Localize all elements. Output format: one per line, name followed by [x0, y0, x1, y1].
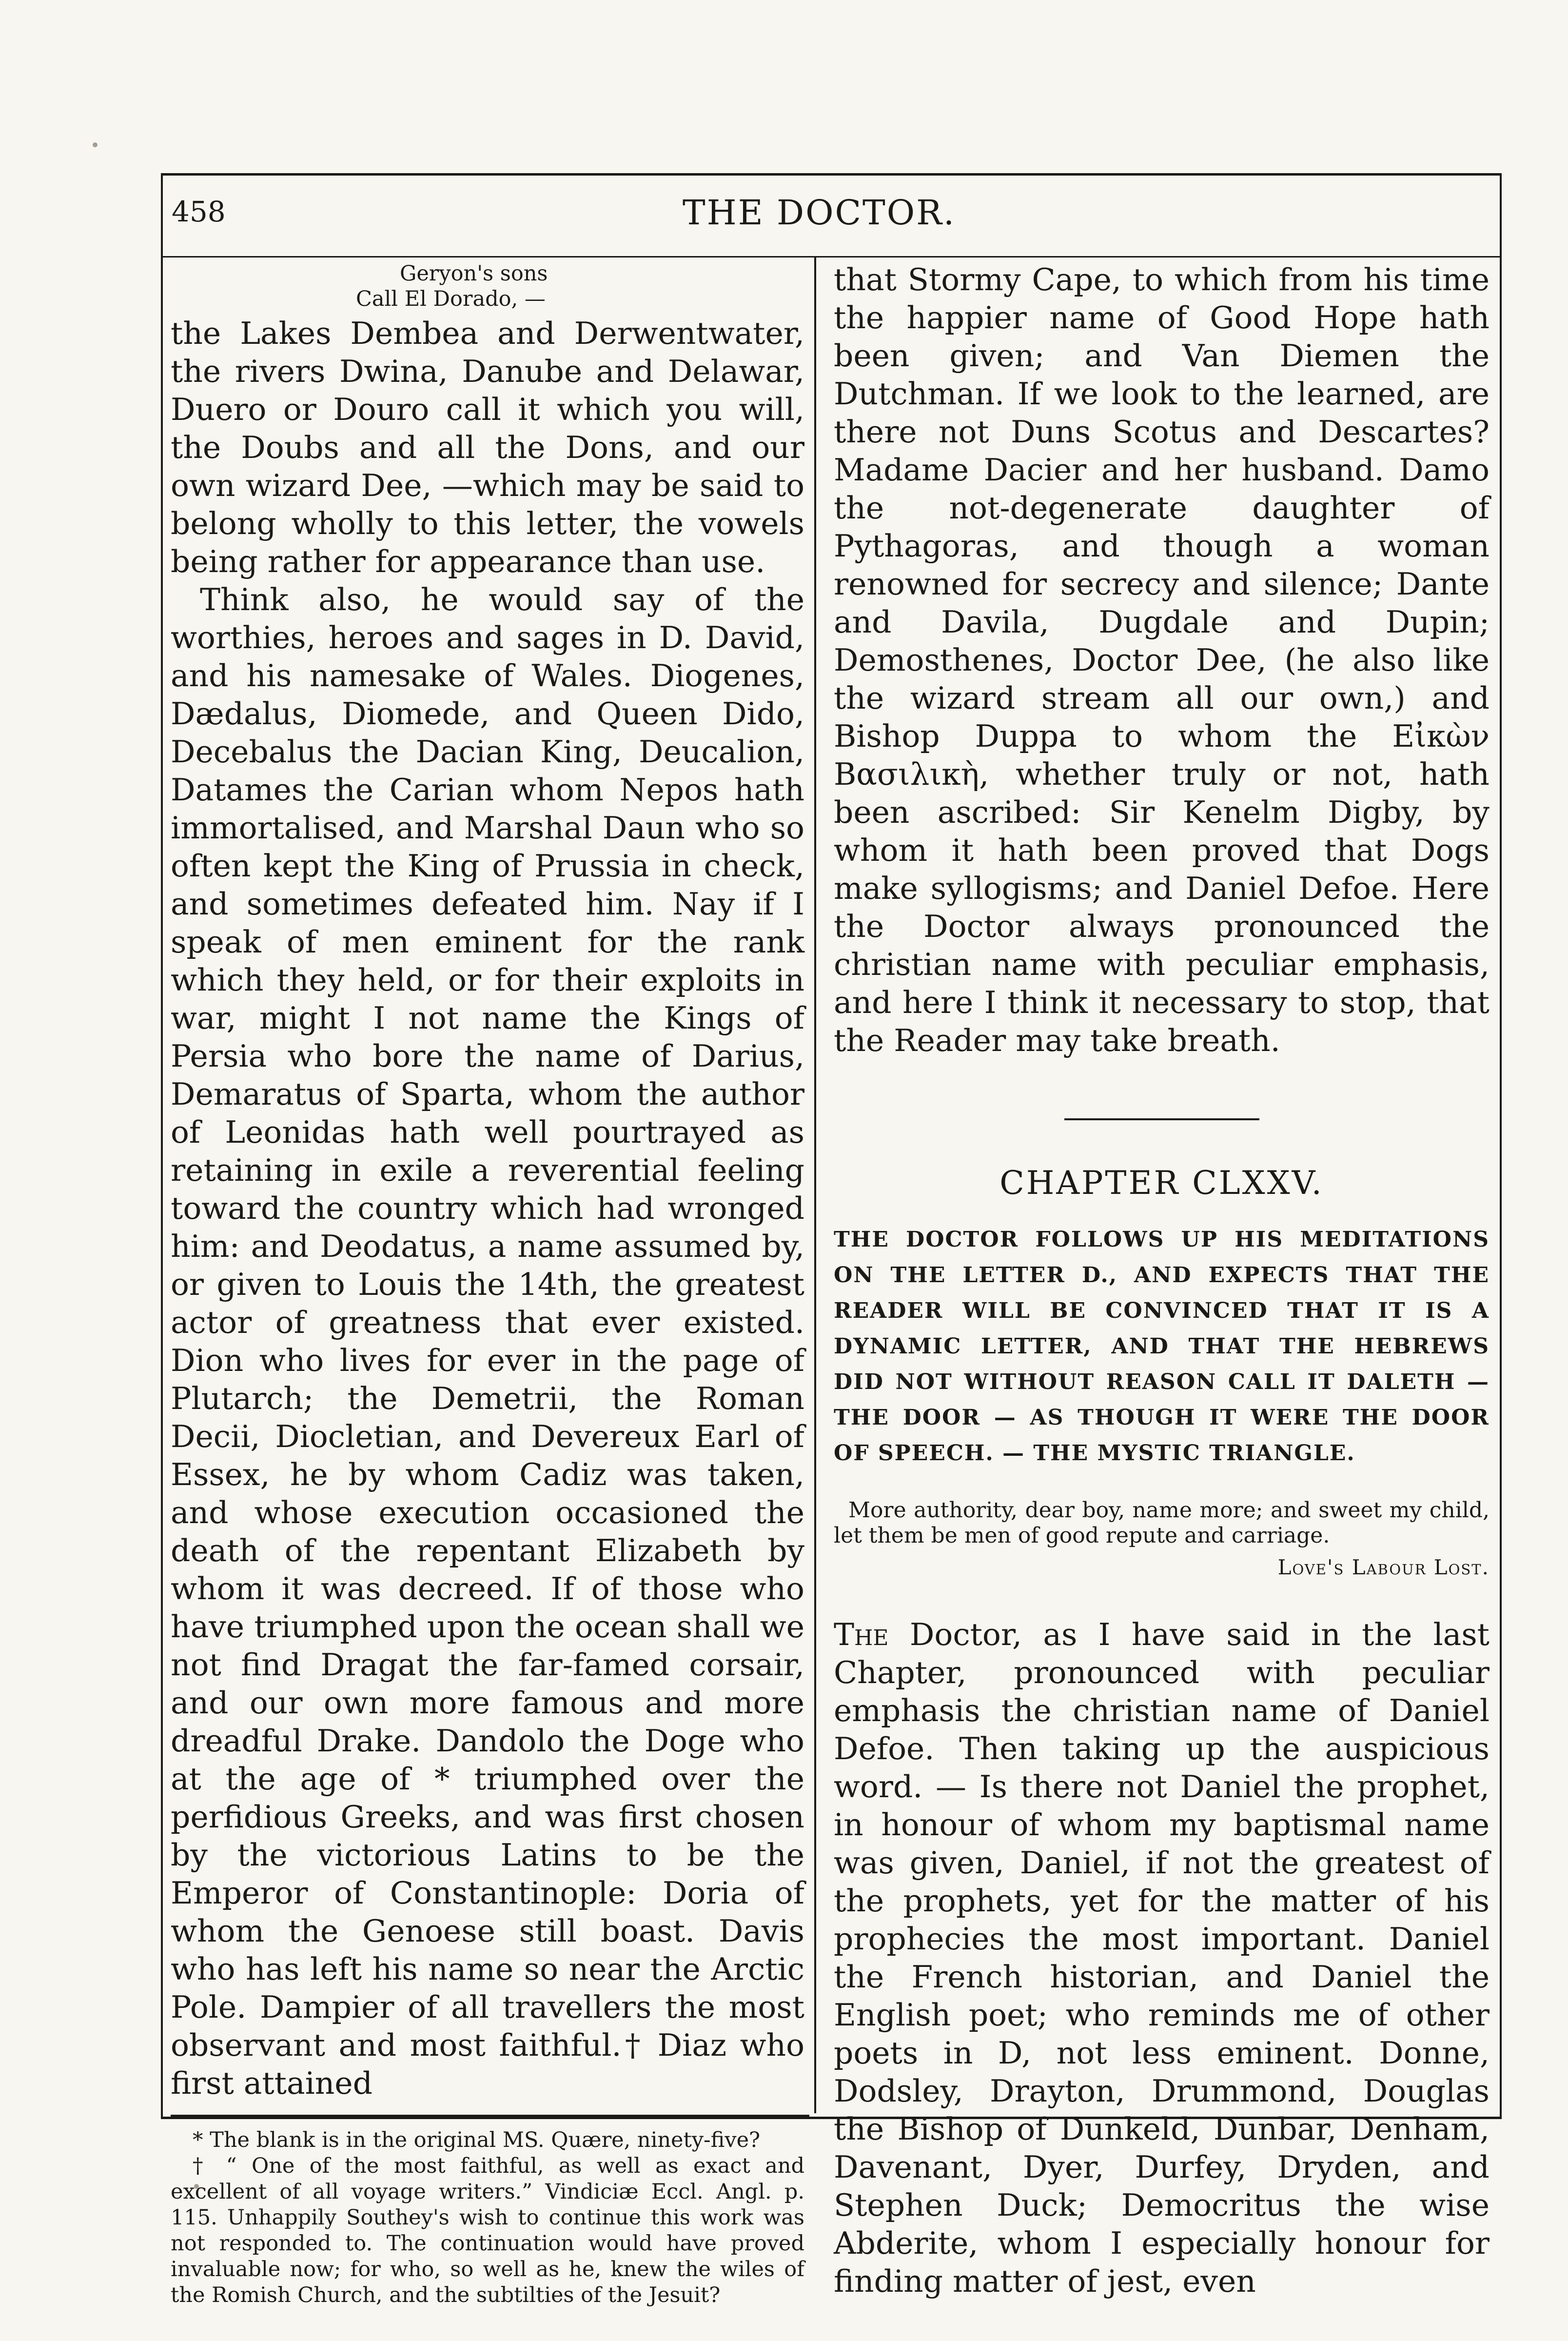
footnotes: [171, 2127, 804, 2308]
verse-quotation: [171, 261, 804, 312]
lead-word: The: [834, 1617, 889, 1652]
right-border: [1500, 173, 1502, 2118]
chapter-title: CHAPTER CLXXV.: [1000, 1164, 1324, 1202]
left-border: [161, 173, 163, 2118]
paragraph: [834, 1616, 1490, 2301]
chapter-argument: THE DOCTOR FOLLOWS UP HIS MEDITATIONS ON THE LETTER D., AND EXPECTS THAT THE READER WILL BE CONVINCED THAT IT IS A DYNAMIC LETTER, AND THAT THE HEBREWS DID NOT WITHOUT REASON CALL IT DALETH — THE DOOR — AS THOUGH IT WERE THE DOOR OF SPEECH. — THE MYSTIC TRIANGLE.: [834, 1227, 1490, 1466]
epigraph-source: Love's Labour Lost.: [1277, 1555, 1490, 1579]
chapter-rule: [1064, 1118, 1259, 1120]
paragraph: the Lakes Dembea and Derwentwater, the rivers Dwina, Danube and Delawar, Duero or Douro call it which you will, the Doubs and all the Dons, and our own wizard Dee, —which may be said to belong wholly to this letter, the vowels being rather for appearance than use.: [171, 316, 804, 579]
column-divider: [814, 257, 816, 2113]
left-column: [171, 261, 804, 2308]
scan-speck: [93, 142, 98, 147]
epigraph: More authority, dear boy, name more; and sweet my child, let them be men of good repute and carriage.: [834, 1498, 1490, 1548]
verse-line: Geryon's sons: [400, 261, 548, 286]
page-number: 458: [172, 195, 226, 228]
footnote: * The blank is in the original MS. Quære, ninety-five?: [193, 2128, 761, 2152]
footnote-rule: [171, 2115, 809, 2117]
running-head: THE DOCTOR.: [682, 193, 956, 233]
verse-line: Call El Dorado, —: [356, 287, 546, 311]
paragraph-text: Doctor, as I have said in the last Chapter, pronounced with peculiar emphasis the christian name of Daniel Defoe. Then taking up the auspicious word. — Is there not Daniel the prophet, in honour of whom my baptismal name was given, Daniel, if not the greatest of the prophets, yet for the matter of his prophecies the most important. Daniel the French historian, and Daniel the English poet; who reminds me of other poets in D, not less eminent. Donne, Dodsley, Drayton, Drummond, Douglas the Bishop of Dunkeld, Dunbar, Denham, Davenant, Dyer, Durfey, Dryden, and Stephen Duck; Democritus the wise Abderite, whom I especially honour for finding matter of jest, even: [834, 1617, 1490, 2299]
paragraph: that Stormy Cape, to which from his time the happier name of Good Hope hath been given; and Van Diemen the Dutchman. If we look to the learned, are there not Duns Scotus and Descartes? Madame Dacier and her husband. Damo the not-degenerate daughter of Pythagoras, and though a woman renowned for secrecy and silence; Dante and Davila, Dugdale and Dupin; Demosthenes, Doctor Dee, (he also like the wizard stream all our own,) and Bishop Duppa to whom the Εἰκὼν Βασιλικὴ, whether truly or not, hath been ascribed: Sir Kenelm Digby, by whom it hath been proved that Dogs make syllogisms; and Daniel Defoe. Here the Doctor always pronounced the christian name with peculiar emphasis, and here I think it necessary to stop, that the Reader may take breath.: [834, 262, 1490, 1058]
paragraph: Think also, he would say of the worthies, heroes and sages in D. David, and his namesake of Wales. Diogenes, Dædalus, Diomede, and Queen Dido, Decebalus the Dacian King, Deucalion, Datames the Carian whom Nepos hath immortalised, and Marshal Daun who so often kept the King of Prussia in check, and sometimes defeated him. Nay if I speak of men eminent for the rank which they held, or for their exploits in war, might I not name the Kings of Persia who bore the name of Darius, Demaratus of Sparta, whom the author of Leonidas hath well pourtrayed as retaining in exile a reverential feeling toward the country which had wronged him: and Deodatus, a name assumed by, or given to Louis the 14th, the greatest actor of greatness that ever existed. Dion who lives for ever in the page of Plutarch; the Demetrii, the Roman Decii, Diocletian, and Devereux Earl of Essex, he by whom Cadiz was taken, and whose execution occasioned the death of the repentant Elizabeth by whom it was decreed. If of those who have triumphed upon the ocean shall we not find Dragat the far-famed corsair, and our own more famous and more dreadful Drake. Dandolo the Doge who at the age of * triumphed over the perfidious Greeks, and was first chosen by the victorious Latins to be the Emperor of Constantinople: Doria of whom the Genoese still boast. Davis who has left his name so near the Arctic Pole. Dampier of all travellers the most observant and most faithful.† Diaz who first attained: [171, 582, 804, 2101]
page-frame: [161, 173, 1502, 2307]
right-column: [834, 261, 1490, 2301]
header-rule: [161, 256, 1502, 258]
top-rule: [161, 173, 1502, 176]
footnote: † “ One of the most faithful, as well as exact and excellent of all voyage writers.” Vindiciæ Eccl. Angl. p. 115. Unhappily Southey's wish to continue this work was not responded to. The continuation would have proved invaluable now; for who, so well as he, knew the wiles of the Romish Church, and the subtilties of the Jesuit?: [171, 2154, 804, 2307]
